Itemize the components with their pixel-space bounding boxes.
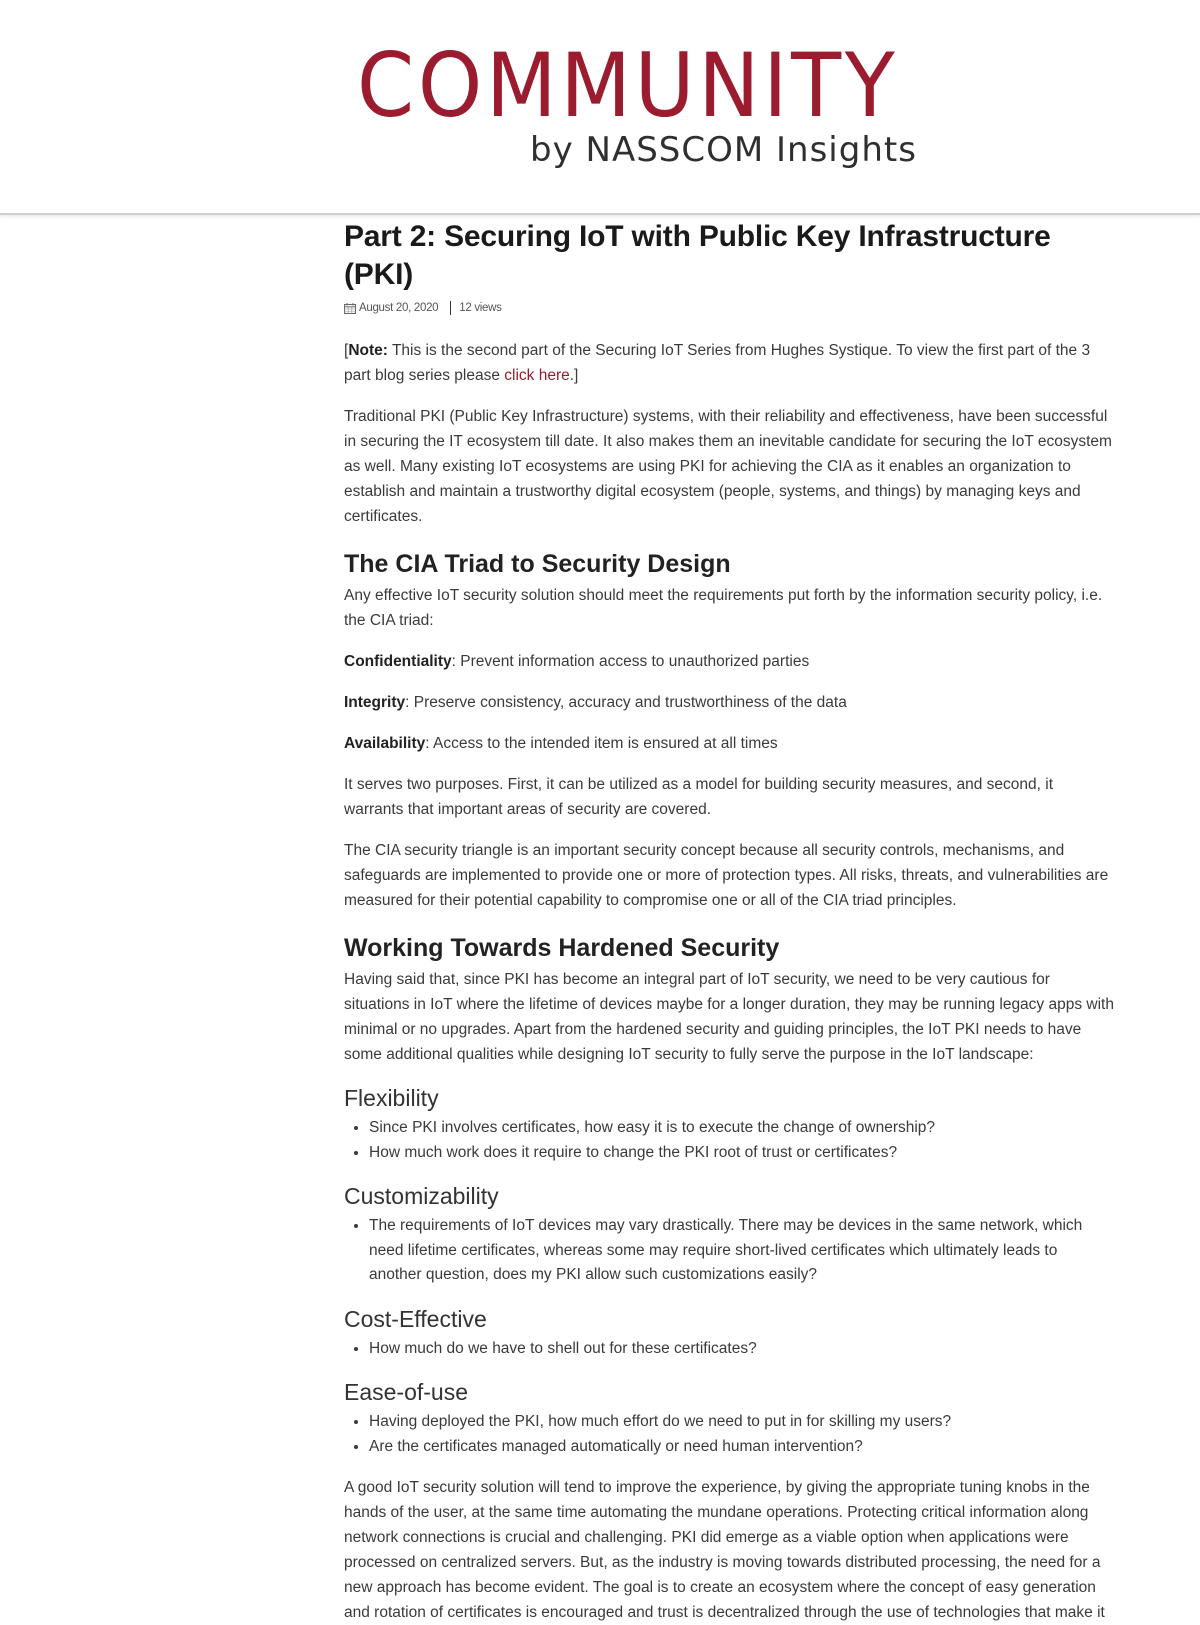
cia-desc: : Preserve consistency, accuracy and trustworthiness of the data	[405, 694, 847, 711]
note-text: This is the second part of the Securing IoT Series from Hughes Systique. To view the first part of the 3 part blog series please	[344, 342, 1091, 384]
view-count: 12 views	[459, 302, 502, 314]
note-label: Note:	[348, 342, 388, 359]
flexibility-list	[344, 1116, 1114, 1165]
list-item: • Having deployed the PKI, how much effort do we need to put in for skilling my users?	[369, 1410, 1114, 1435]
page-title: Part 2: Securing IoT with Public Key Infrastructure (PKI)	[344, 220, 1051, 291]
cia-term: Availability	[344, 735, 426, 752]
ease-of-use-heading: Ease-of-use	[344, 1379, 469, 1405]
community-logo[interactable]: COMMUNITY	[357, 34, 899, 137]
cia-term: Confidentiality	[344, 653, 452, 670]
cost-effective-list	[344, 1337, 1114, 1362]
article-meta	[344, 300, 1114, 316]
cia-desc: : Prevent information access to unauthorized parties	[451, 653, 810, 670]
post-date: August 20, 2020	[359, 302, 439, 314]
cia-term: Integrity	[344, 694, 406, 711]
list-item: • How much work does it require to change the PKI root of trust or certificates?	[369, 1141, 1114, 1166]
customizability-list	[344, 1214, 1114, 1288]
site-header	[0, 0, 1200, 215]
cost-effective-heading: Cost-Effective	[344, 1305, 487, 1332]
cia-integrity	[344, 690, 1114, 715]
note-open-bracket: [	[344, 342, 349, 359]
note-paragraph	[344, 338, 1114, 388]
ease-of-use-list	[344, 1410, 1114, 1459]
intro-paragraph: Traditional PKI (Public Key Infrastructure) systems, with their reliability and effectiveness, have been successful in securing the IT ecosystem till date. It also makes them an inevitable candidate for securing the IoT ecosystem as well. Many existing IoT ecosystems are using PKI for achieving the CIA as it enables an organization to establish and maintain a trustworthy digital ecosystem (people, systems, and things) by managing keys and certificates.	[344, 408, 1112, 525]
cia-availability	[344, 731, 1114, 756]
list-item: • Are the certificates managed automatically or need human intervention?	[369, 1435, 1114, 1460]
list-item: • The requirements of IoT devices may vary drastically. There may be devices in the same network, which need lifetime certificates, whereas some may require short-lived certificates which ultimately leads to another question, does my PKI allow such customizations easily?	[369, 1214, 1114, 1288]
list-item: • Since PKI involves certificates, how easy it is to execute the change of ownership?	[369, 1116, 1114, 1141]
article	[344, 214, 1114, 1625]
cia-heading: The CIA Triad to Security Design	[344, 550, 731, 578]
logo-subtitle: by NASSCOM Insights	[530, 130, 917, 170]
part-one-link[interactable]: click here	[504, 367, 570, 384]
list-item: • How much do we have to shell out for these certificates?	[369, 1337, 1114, 1362]
hardened-heading: Working Towards Hardened Security	[344, 934, 780, 962]
calendar-icon	[344, 303, 356, 314]
cia-desc: : Access to the intended item is ensured at all times	[425, 735, 778, 752]
cia-purpose-paragraph: It serves two purposes. First, it can be utilized as a model for building security measures, and second, it warrants that important areas of security are covered.	[344, 776, 1054, 818]
cia-confidentiality	[344, 649, 1114, 674]
closing-paragraph: A good IoT security solution will tend to improve the experience, by giving the appropriate tuning knobs in the hands of the user, at the same time automating the mundane operations. Protecting critical information along network connections is crucial and challenging. PKI did emerge as a viable option when applications were processed on centralized servers. But, as the industry is moving towards distributed processing, the need for a new approach has become evident. The goal is to create an ecosystem where the concept of easy generation and rotation of certificates is encouraged and trust is decentralized through the use of technologies that make it	[344, 1479, 1105, 1621]
cia-intro: Any effective IoT security solution should meet the requirements put forth by the information security policy, i.e. the CIA triad:	[344, 587, 1103, 629]
cia-triangle-paragraph: The CIA security triangle is an important security concept because all security controls, mechanisms, and safeguards are implemented to provide one or more of protection types. All risks, threats, and vulnerabilities are measured for their potential capability to compromise one or all of the CIA triad principles.	[344, 842, 1109, 909]
flexibility-heading: Flexibility	[344, 1085, 439, 1111]
customizability-heading: Customizability	[344, 1183, 499, 1209]
note-close: .]	[569, 367, 579, 384]
meta-divider	[450, 301, 451, 315]
hardened-intro: Having said that, since PKI has become an integral part of IoT security, we need to be very cautious for situations in IoT where the lifetime of devices maybe for a longer duration, they may be running legacy apps with minimal or no upgrades. Apart from the hardened security and guiding principles, the IoT PKI needs to have some additional qualities while designing IoT security to fully serve the purpose in the IoT landscape:	[344, 971, 1114, 1063]
